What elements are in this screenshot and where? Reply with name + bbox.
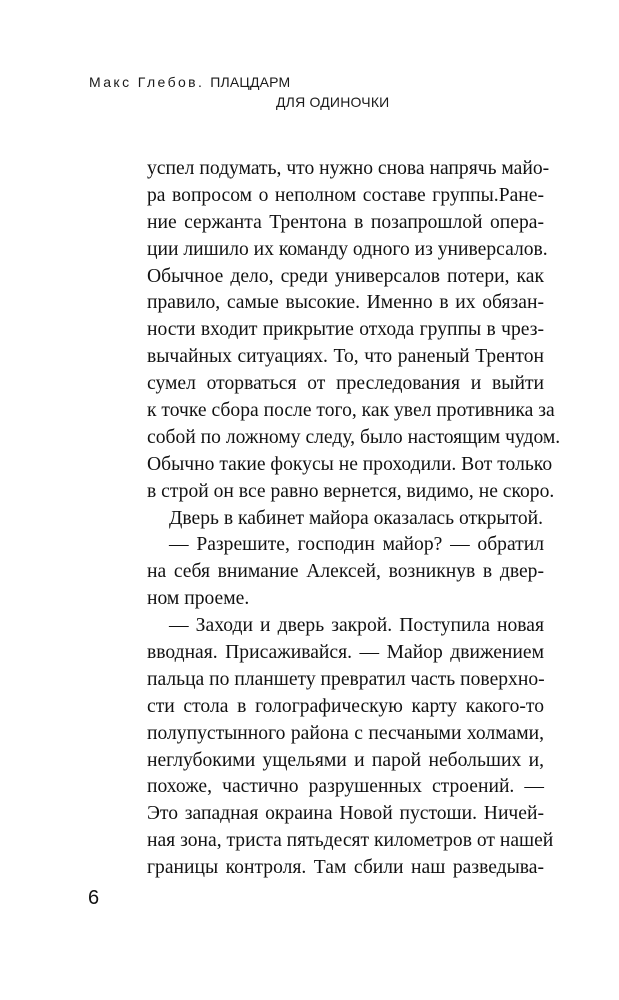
text-line: ра вопросом о неполном составе группы.Ране-	[147, 184, 544, 206]
text-line: в строй он все равно вернется, видимо, не скоро.	[147, 480, 555, 502]
text-line: ная зона, триста пятьдесят километров от нашей	[147, 830, 554, 852]
text-line: к точке сбора после того, как увел противника за	[147, 400, 555, 422]
text-line: Это западная окраина Новой пустоши. Ничей-	[147, 803, 544, 825]
text-line: — Заходи и дверь закрой. Поступила новая	[169, 615, 544, 637]
text-line: пальца по планшету превратил часть поверхно-	[147, 668, 545, 690]
text-line: ном проеме.	[147, 588, 250, 610]
text-line: похоже, частично разрушенных строений. —	[147, 776, 544, 798]
text-line: правило, самые высокие. Именно в их обязан-	[147, 292, 544, 314]
text-line: неглубокими ущельями и парой небольших и,	[147, 749, 544, 771]
page-number: 6	[88, 887, 100, 909]
text-line: ние сержанта Трентона в позапрошлой опера-	[147, 211, 544, 233]
text-line: Обычное дело, среди универсалов потери, как	[147, 265, 544, 287]
text-line: вводная. Присаживайся. — Майор движением	[147, 642, 544, 664]
text-line: границы контроля. Там сбили наш разведыва-	[147, 857, 544, 879]
text-line: сти стола в голографическую карту какого-то	[147, 695, 544, 717]
header-title-part-2: ДЛЯ ОДИНОЧКИ	[276, 94, 390, 110]
text-line: вычайных ситуациях. То, что раненый Трентон	[147, 346, 544, 368]
text-line: Обычно такие фокусы не проходили. Вот только	[147, 453, 553, 475]
text-line: Дверь в кабинет майора оказалась открытой.	[169, 507, 544, 529]
text-line: — Разрешите, господин майор? — обратил	[169, 534, 544, 556]
header-author: Макс Глебов.	[89, 74, 205, 90]
text-line: на себя внимание Алексей, возникнув в двер-	[147, 561, 544, 583]
text-line: ности входит прикрытие отхода группы в чрез-	[147, 319, 544, 341]
page-body-text	[147, 156, 561, 882]
text-line: сумел оторваться от преследования и выйти	[147, 373, 544, 395]
text-line: успел подумать, что нужно снова напрячь майо-	[147, 158, 550, 179]
text-line: ции лишило их команду одного из универсалов.	[147, 238, 548, 260]
text-line: собой по ложному следу, было настоящим чудом.	[147, 426, 561, 448]
running-header	[89, 72, 389, 112]
header-title-part-1: ПЛАЦДАРМ	[210, 74, 291, 90]
header-line-1	[89, 72, 389, 92]
text-line: полупустынного района с песчаными холмами,	[147, 722, 544, 744]
